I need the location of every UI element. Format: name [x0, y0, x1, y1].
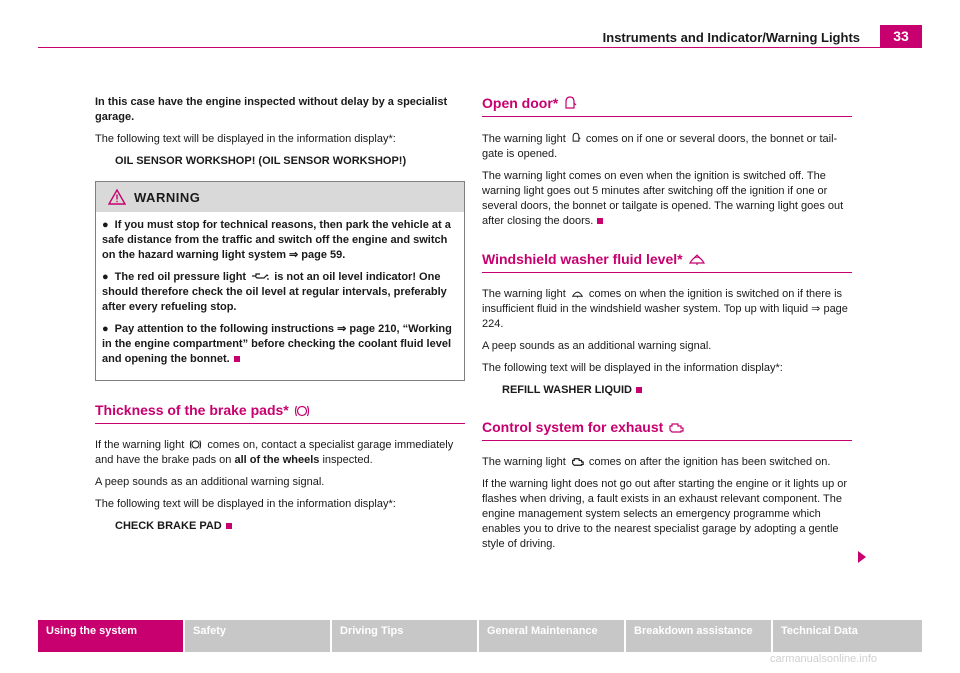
door-p1-a: The warning light — [482, 133, 566, 145]
nav-tab-general-maintenance[interactable]: General Maintenance — [479, 620, 624, 652]
section-nav — [38, 620, 922, 652]
exhaust-p1-b: comes on after the ignition has been switched on. — [588, 456, 831, 468]
section-end-mark — [226, 523, 232, 529]
nav-tab-technical-data[interactable]: Technical Data — [773, 620, 922, 652]
exhaust-p1-a: The warning light — [482, 456, 566, 468]
brake-p1-b: comes on, contact a specialist garage immediately and have the brake pads on — [95, 439, 454, 466]
washer-fluid-icon — [688, 251, 706, 267]
warning-bullet-text: Pay attention to the following instructions ⇒ page 210, “Working in the engine compartment” before checking the coolant fluid level and opening the bonnet. — [102, 323, 452, 365]
washer-p3: The following text will be displayed in the information display*: — [482, 362, 783, 374]
brake-heading-text: Thickness of the brake pads* — [95, 402, 289, 418]
warning-bullet-text: is not an oil level indicator! One should therefore check the oil level at regular intervals, preferably after every refueling stop. — [102, 271, 447, 313]
nav-tab-using-the-system[interactable]: Using the system — [38, 620, 183, 652]
warning-bullet — [102, 218, 456, 263]
section-end-mark — [234, 356, 240, 362]
washer-heading — [482, 251, 852, 273]
intro-bold: In this case have the engine inspected without delay by a specialist garage. — [95, 96, 448, 123]
section-end-mark — [597, 218, 603, 224]
door-p2 — [482, 169, 852, 229]
nav-tab-driving-tips[interactable]: Driving Tips — [332, 620, 477, 652]
bullet-icon: ● — [102, 219, 109, 231]
brake-p1-a: If the warning light — [95, 439, 185, 451]
warning-title: WARNING — [134, 189, 201, 205]
washer-heading-text: Windshield washer fluid level* — [482, 250, 683, 267]
brake-heading — [95, 403, 465, 424]
next-page-arrow-icon[interactable] — [858, 551, 866, 563]
brake-pad-icon — [189, 439, 202, 450]
washer-p2: A peep sounds as an additional warning signal. — [482, 340, 712, 352]
watermark: carmanualsonline.info — [770, 653, 878, 665]
washer-fluid-icon — [571, 288, 584, 299]
door-heading-text: Open door* — [482, 94, 559, 111]
section-end-mark — [636, 387, 642, 393]
left-column — [95, 95, 465, 541]
washer-p1-a: The warning light — [482, 288, 566, 300]
intro-text: The following text will be displayed in the information display*: — [95, 133, 396, 145]
warning-header — [96, 182, 464, 212]
brake-p3: The following text will be displayed in the information display*: — [95, 498, 396, 510]
open-door-icon — [571, 131, 581, 144]
brake-pad-icon — [294, 404, 310, 418]
brake-p2: A peep sounds as an additional warning signal. — [95, 476, 325, 488]
brake-display-value: CHECK BRAKE PAD — [115, 520, 222, 532]
warning-body — [96, 212, 464, 380]
warning-bullet-text: The red oil pressure light — [114, 271, 247, 283]
header-rule — [38, 47, 922, 48]
oil-display-text: OIL SENSOR WORKSHOP! (OIL SENSOR WORKSHOP!) — [115, 155, 407, 167]
brake-display-text — [95, 519, 465, 534]
bullet-icon: ● — [102, 271, 109, 283]
right-column — [482, 95, 852, 559]
nav-tab-safety[interactable]: Safety — [185, 620, 330, 652]
warning-triangle-icon — [108, 189, 126, 205]
bullet-icon: ● — [102, 323, 109, 335]
exhaust-p1 — [482, 455, 852, 470]
page-header-title: Instruments and Indicator/Warning Lights — [602, 30, 860, 45]
washer-display-value: REFILL WASHER LIQUID — [502, 384, 632, 396]
nav-tab-breakdown-assistance[interactable]: Breakdown assistance — [626, 620, 771, 652]
door-p2-text: The warning light comes on even when the ignition is switched off. The warning light goes out 5 minutes after switching off the ignition if one or several doors, the bonnet or tailgate is opened. The warning light goes out after closing the doors. — [482, 170, 844, 227]
oil-pressure-icon — [251, 272, 269, 282]
warning-bullet — [102, 270, 456, 315]
washer-p1-b: comes on when the ignition is switched on if there is insufficient fluid in the windshield washer system. Top up with liquid — [482, 288, 843, 315]
open-door-icon — [563, 95, 577, 111]
engine-icon — [571, 457, 584, 467]
brake-p1-c: inspected. — [322, 454, 373, 466]
washer-display-text — [482, 383, 852, 398]
warning-bullet — [102, 322, 456, 367]
door-heading — [482, 95, 852, 117]
door-p1 — [482, 131, 852, 162]
exhaust-heading — [482, 420, 852, 441]
warning-box — [95, 181, 465, 381]
washer-p1 — [482, 287, 852, 332]
brake-p1 — [95, 438, 465, 468]
warning-bullet-text: If you must stop for technical reasons, then park the vehicle at a safe distance from the traffic and switch off the engine and switch on the hazard warning light system ⇒ page 59. — [102, 219, 451, 261]
engine-icon — [668, 422, 684, 434]
door-p1-b: comes on if one or several doors, the bonnet or tail-gate is opened. — [482, 133, 838, 160]
exhaust-heading-text: Control system for exhaust — [482, 419, 664, 435]
exhaust-p2: If the warning light does not go out after starting the engine or it lights up or flashes when driving, a fault exists in an exhaust relevant component. The engine management system selects an emergency programme which enables you to drive to the nearest specialist garage by adopting a gentle style of driving. — [482, 478, 848, 550]
page-number: 33 — [880, 25, 922, 47]
page-reference-link[interactable]: ⇒ page 224. — [482, 303, 848, 330]
brake-p1-bold: all of the wheels — [234, 454, 320, 466]
